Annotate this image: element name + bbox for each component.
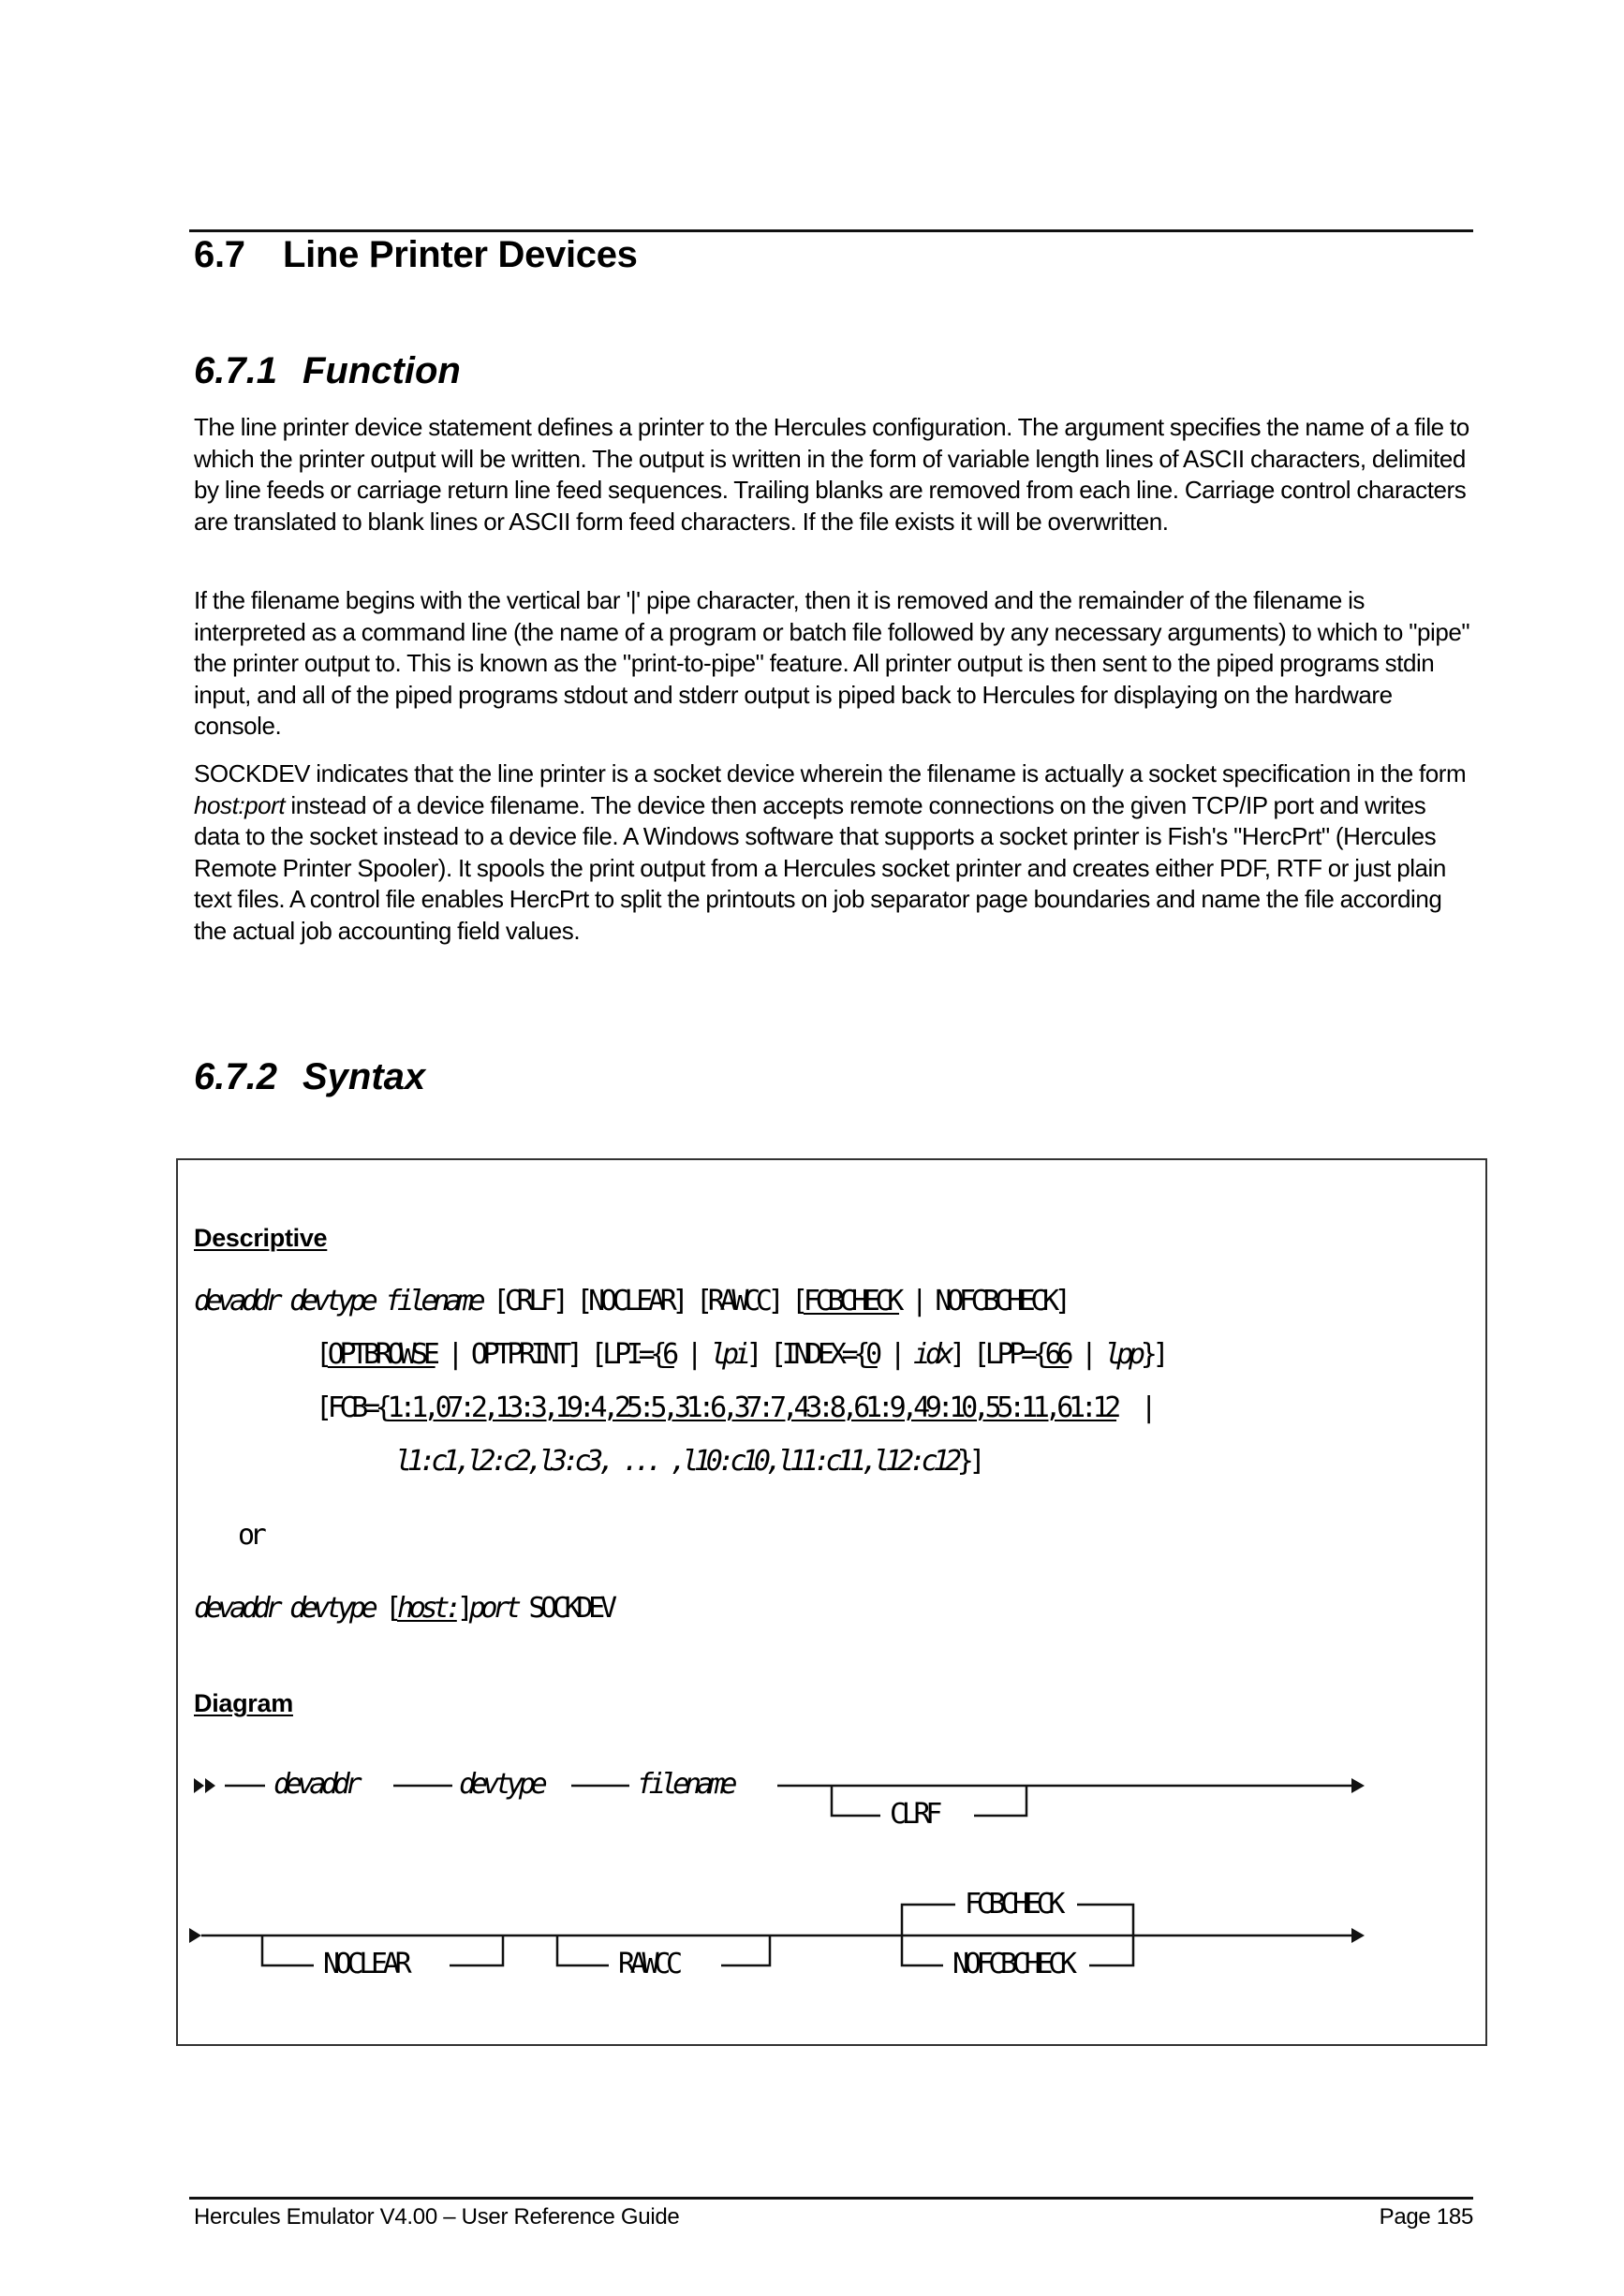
separator-bar: | [1080, 1338, 1093, 1371]
paragraph-text-part: instead of a device filename. The device then accepts remote connections on the given TCP/IP port and writes data to the socket instead to a device file. A Windows software that supports a socket printer is Fish's "HercPrt" (Hercules Remote Printer Spooler). It spools the print output from a Hercules socket printer and creates either PDF, RTF or just plain text files. A control file enables HercPrt to split the printouts on job separator page boundaries and name the file according the actual job accounting field values. [194, 790, 1446, 945]
filename-param: filename [637, 1768, 733, 1801]
separator-bar: | [889, 1338, 902, 1371]
start-arrow-icon [194, 1778, 204, 1793]
bracket: }] [1140, 1338, 1165, 1371]
bracket: ] [456, 1592, 469, 1625]
descriptive-label: Descriptive [194, 1224, 328, 1252]
diagram-clrf: CLRF [890, 1798, 938, 1831]
rail-branch [902, 1935, 943, 1965]
diagram-nofcbcheck: NOFCBCHECK [952, 1948, 1072, 1980]
rail-branch [1089, 1935, 1133, 1965]
fcb-default: 1:1,07:2,13:3,19:4,25:5,31:6,37:7,43:8,61:9,49:10,55:11,61:12 [387, 1391, 1117, 1424]
devaddr-param: devaddr [194, 1592, 278, 1625]
crlf-option: [CRLF] [493, 1285, 565, 1317]
diagram-filename [637, 1768, 732, 1801]
start-arrow-icon [205, 1778, 215, 1793]
diagram-devtype [459, 1768, 542, 1801]
rail-branch [557, 1935, 609, 1965]
lpi-prefix: [LPI={ [590, 1338, 663, 1371]
rail-branch [450, 1935, 503, 1965]
index-prefix: [INDEX={ [770, 1338, 866, 1371]
devaddr-param: devaddr [273, 1768, 358, 1801]
port-param: port [468, 1592, 517, 1625]
nofcbcheck-option: NOFCBCHECK] [935, 1285, 1067, 1317]
function-number: 6.7.1 [194, 350, 277, 391]
paragraph-text: The line printer device statement defines a printer to the Hercules configuration. The argument specifies the name of a file to which the printer output will be written. The output is written in the form of variable length lines of ASCII characters, delimited by line feeds or carriage return line feed sequences. Trailing blanks are removed from each line. Carriage control characters are translated to blank lines or ASCII form feed characters. If the file exists it will be overwritten. [194, 413, 1469, 536]
diagram-rawcc: RAWCC [618, 1948, 678, 1980]
syntax-title: Syntax [303, 1056, 426, 1097]
function-title: Function [303, 350, 461, 391]
rail-branch [974, 1786, 1026, 1816]
optprint-option: OPTPRINT] [470, 1338, 579, 1371]
separator-bar: | [686, 1338, 699, 1371]
bracket: [ [385, 1592, 397, 1625]
continue-arrow-icon [189, 1928, 201, 1943]
rail-branch [721, 1935, 770, 1965]
devtype-param: devtype [289, 1592, 374, 1625]
noclear-option: [NOCLEAR] [576, 1285, 685, 1317]
host-param: host: [396, 1592, 457, 1625]
separator-bar: | [1140, 1391, 1153, 1424]
separator-bar: | [910, 1285, 923, 1317]
bracket: ] [746, 1338, 759, 1371]
diagram-noclear: NOCLEAR [323, 1948, 407, 1980]
rawcc-option: [RAWCC] [696, 1285, 780, 1317]
diagram-fcbcheck: FCBCHECK [965, 1888, 1061, 1921]
sockdev-keyword: SOCKDEV [528, 1592, 613, 1625]
fcb-param: l1:c1,l2:c2,l3:c3, ... ,l10:c10,l11:c11,l12:c12 [395, 1445, 957, 1478]
paragraph-text-part: SOCKDEV indicates that the line printer is a socket device wherein the filename is actually a socket specification in the form [194, 759, 1467, 787]
syntax-number: 6.7.2 [194, 1056, 277, 1097]
index-default: 0 [865, 1338, 878, 1371]
filename-param: filename [385, 1285, 481, 1317]
lpp-param: lpp [1104, 1338, 1141, 1371]
lpi-param: lpi [710, 1338, 746, 1371]
lpp-prefix: [LPP={ [973, 1338, 1045, 1371]
continue-arrow-icon [1351, 1778, 1365, 1793]
footer-rule [189, 2197, 1473, 2200]
lpp-default: 66 [1044, 1338, 1070, 1371]
bracket: ] [949, 1338, 962, 1371]
section-title: Line Printer Devices [283, 234, 638, 275]
idx-param: idx [913, 1338, 950, 1371]
rail-branch [1077, 1905, 1133, 1935]
bracket: [ [791, 1285, 804, 1317]
fcb-prefix: [FCB={ [316, 1391, 388, 1424]
devaddr-param: devaddr [194, 1285, 278, 1317]
bracket: [ [316, 1338, 328, 1371]
devtype-param: devtype [289, 1285, 374, 1317]
or-label: or [238, 1519, 262, 1552]
rail-branch [832, 1786, 880, 1816]
diagram-label: Diagram [194, 1689, 293, 1717]
devtype-param: devtype [459, 1768, 543, 1801]
footer-title: Hercules Emulator V4.00 – User Reference Guide [194, 2204, 680, 2230]
paragraph-text: If the filename begins with the vertical bar '|' pipe character, then it is removed and the remainder of the filename is interpreted as a command line (the name of a program or batch file followed by any necessary arguments) to which to "pipe" the printer output to. This is known as the "print-to-pipe" feature. All printer output is then sent to the piped programs stdin input, and all of the piped programs stdout and stderr output is piped back to Hercules for displaying on the hardware console. [194, 586, 1470, 740]
rail-branch [902, 1905, 955, 1935]
host-port-term: host:port [194, 790, 286, 819]
section-number: 6.7 [194, 234, 245, 275]
bracket: }] [956, 1445, 982, 1478]
separator-bar: | [447, 1338, 460, 1371]
continue-arrow-icon [1351, 1928, 1365, 1943]
fcbcheck-default: FCBCHECK [803, 1285, 900, 1317]
page-number: Page 185 [1379, 2204, 1473, 2230]
diagram-devaddr [273, 1768, 357, 1801]
rail-branch [262, 1935, 314, 1965]
lpi-default: 6 [662, 1338, 674, 1371]
optbrowse-default: OPTBROWSE [327, 1338, 436, 1371]
